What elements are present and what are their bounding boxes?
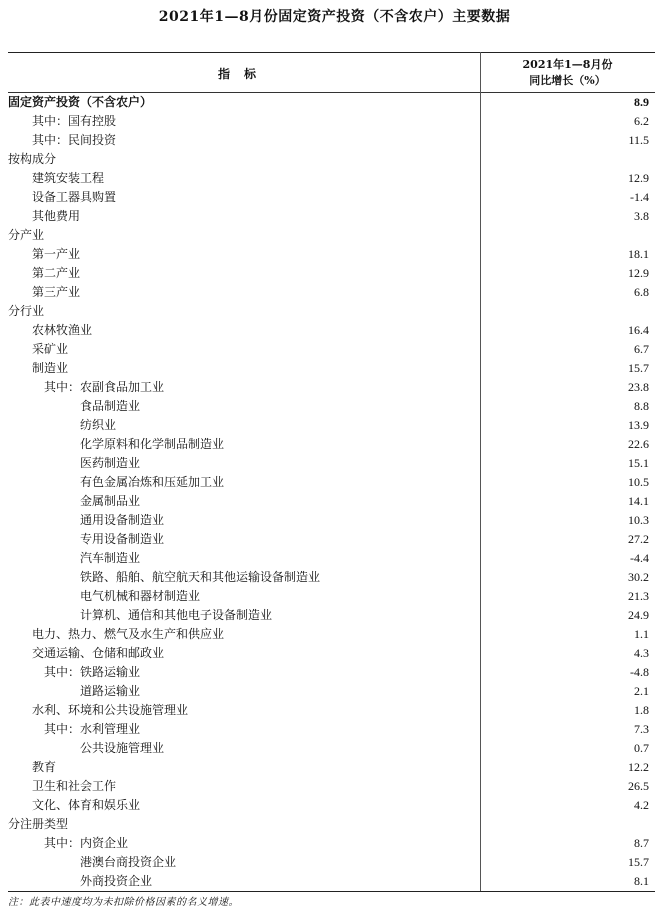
row-label: 农副食品加工业 bbox=[80, 380, 165, 394]
table-row bbox=[8, 701, 655, 720]
page-title: 2021年1—8月份固定资产投资（不含农户）主要数据 bbox=[158, 9, 511, 25]
row-prefix: 其中： bbox=[32, 114, 69, 128]
row-label: 电力、热力、燃气及水生产和供应业 bbox=[32, 627, 225, 641]
row-prefix: 其中： bbox=[32, 133, 69, 147]
row-value: 1.1 bbox=[634, 627, 649, 641]
row-value: 10.3 bbox=[628, 513, 649, 527]
row-value: 4.2 bbox=[634, 798, 649, 812]
row-value: 6.8 bbox=[634, 285, 649, 299]
data-table-body bbox=[8, 93, 655, 891]
row-label: 按构成分 bbox=[8, 152, 57, 166]
table-row bbox=[8, 226, 655, 245]
row-label: 通用设备制造业 bbox=[80, 513, 165, 527]
table-row bbox=[8, 853, 655, 872]
row-label: 外商投资企业 bbox=[80, 874, 153, 888]
row-value: 26.5 bbox=[628, 779, 649, 793]
row-label: 分注册类型 bbox=[8, 817, 69, 831]
table-row bbox=[8, 302, 655, 321]
row-label: 金属制品业 bbox=[80, 494, 141, 508]
table-row bbox=[8, 378, 655, 397]
row-label: 第三产业 bbox=[32, 285, 81, 299]
table-row bbox=[8, 359, 655, 378]
row-label: 道路运输业 bbox=[80, 684, 141, 698]
table-row bbox=[8, 815, 655, 834]
table-row bbox=[8, 112, 655, 131]
row-label: 铁路、船舶、航空航天和其他运输设备制造业 bbox=[80, 570, 321, 584]
row-value: 8.7 bbox=[634, 836, 649, 850]
row-value: 23.8 bbox=[628, 380, 649, 394]
row-label: 汽车制造业 bbox=[80, 551, 141, 565]
row-label: 铁路运输业 bbox=[80, 665, 141, 679]
table-row bbox=[8, 758, 655, 777]
row-value: 12.9 bbox=[628, 266, 649, 280]
row-label: 水利管理业 bbox=[80, 722, 141, 736]
row-label: 专用设备制造业 bbox=[80, 532, 165, 546]
table-row bbox=[8, 207, 655, 226]
table-top-border bbox=[8, 52, 655, 53]
table-row bbox=[8, 682, 655, 701]
row-label: 计算机、通信和其他电子设备制造业 bbox=[80, 608, 273, 622]
row-value: -4.4 bbox=[630, 551, 649, 565]
row-label: 分行业 bbox=[8, 304, 45, 318]
table-row bbox=[8, 416, 655, 435]
table-row bbox=[8, 872, 655, 891]
row-label: 民间投资 bbox=[68, 133, 117, 147]
row-value: 24.9 bbox=[628, 608, 649, 622]
row-value: 8.1 bbox=[634, 874, 649, 888]
row-value: 27.2 bbox=[628, 532, 649, 546]
row-label: 固定资产投资（不含农户） bbox=[8, 95, 153, 109]
row-value: 8.8 bbox=[634, 399, 649, 413]
row-label: 卫生和社会工作 bbox=[32, 779, 117, 793]
row-value: 8.9 bbox=[634, 95, 649, 109]
row-label: 公共设施管理业 bbox=[80, 741, 165, 755]
row-value: -4.8 bbox=[630, 665, 649, 679]
row-prefix: 其中： bbox=[44, 722, 81, 736]
table-row bbox=[8, 473, 655, 492]
table-row bbox=[8, 739, 655, 758]
table-row bbox=[8, 796, 655, 815]
table-row bbox=[8, 644, 655, 663]
row-value: 6.2 bbox=[634, 114, 649, 128]
table-row bbox=[8, 321, 655, 340]
row-label: 采矿业 bbox=[32, 342, 69, 356]
row-value: 6.7 bbox=[634, 342, 649, 356]
table-row bbox=[8, 625, 655, 644]
row-label: 教育 bbox=[32, 760, 57, 774]
table-row bbox=[8, 834, 655, 853]
row-value: 12.9 bbox=[628, 171, 649, 185]
table-row bbox=[8, 568, 655, 587]
row-label: 医药制造业 bbox=[80, 456, 141, 470]
row-label: 第二产业 bbox=[32, 266, 81, 280]
row-value: -1.4 bbox=[630, 190, 649, 204]
row-value: 18.1 bbox=[628, 247, 649, 261]
table-row bbox=[8, 264, 655, 283]
row-value: 10.5 bbox=[628, 475, 649, 489]
row-value: 30.2 bbox=[628, 570, 649, 584]
row-value: 3.8 bbox=[634, 209, 649, 223]
row-label: 建筑安装工程 bbox=[32, 171, 105, 185]
growth-column-header-line2: 同比增长（%） bbox=[529, 74, 606, 87]
footnote: 注：此表中速度均为未扣除价格因素的名义增速。 bbox=[8, 897, 239, 908]
table-row bbox=[8, 188, 655, 207]
indicator-column-header: 指标 bbox=[217, 66, 270, 81]
row-value: 14.1 bbox=[628, 494, 649, 508]
row-label: 水利、环境和公共设施管理业 bbox=[32, 703, 189, 717]
row-value: 12.2 bbox=[628, 760, 649, 774]
row-label: 农林牧渔业 bbox=[32, 323, 93, 337]
table-row bbox=[8, 606, 655, 625]
row-label: 交通运输、仓储和邮政业 bbox=[32, 646, 165, 660]
row-label: 化学原料和化学制品制造业 bbox=[80, 437, 225, 451]
row-prefix: 其中： bbox=[44, 665, 81, 679]
table-row bbox=[8, 454, 655, 473]
row-value: 11.5 bbox=[628, 133, 649, 147]
row-value: 16.4 bbox=[628, 323, 649, 337]
table-row bbox=[8, 549, 655, 568]
table-row bbox=[8, 777, 655, 796]
table-row bbox=[8, 435, 655, 454]
row-value: 15.7 bbox=[628, 855, 649, 869]
growth-column-header bbox=[480, 54, 655, 92]
row-value: 1.8 bbox=[634, 703, 649, 717]
row-label: 其他费用 bbox=[32, 209, 81, 223]
row-prefix: 其中： bbox=[44, 836, 81, 850]
row-value: 2.1 bbox=[634, 684, 649, 698]
growth-column-header-line1: 2021年1—8月份 bbox=[522, 58, 613, 71]
row-label: 文化、体育和娱乐业 bbox=[32, 798, 141, 812]
table-row bbox=[8, 93, 655, 112]
row-value: 4.3 bbox=[634, 646, 649, 660]
row-label: 国有控股 bbox=[68, 114, 117, 128]
row-value: 13.9 bbox=[628, 418, 649, 432]
row-value: 22.6 bbox=[628, 437, 649, 451]
row-prefix: 其中： bbox=[44, 380, 81, 394]
row-label: 制造业 bbox=[32, 361, 69, 375]
row-label: 纺织业 bbox=[80, 418, 117, 432]
table-row bbox=[8, 397, 655, 416]
table-row bbox=[8, 511, 655, 530]
table-row bbox=[8, 530, 655, 549]
row-label: 内资企业 bbox=[80, 836, 129, 850]
table-row bbox=[8, 492, 655, 511]
table-header bbox=[8, 54, 655, 92]
table-bottom-border bbox=[8, 891, 655, 892]
table-row bbox=[8, 340, 655, 359]
table-row bbox=[8, 283, 655, 302]
table-row bbox=[8, 663, 655, 682]
row-label: 港澳台商投资企业 bbox=[80, 855, 177, 869]
row-value: 7.3 bbox=[634, 722, 649, 736]
row-value: 0.7 bbox=[634, 741, 649, 755]
table-row bbox=[8, 150, 655, 169]
table-row bbox=[8, 169, 655, 188]
row-label: 设备工器具购置 bbox=[32, 190, 117, 204]
table-row bbox=[8, 720, 655, 739]
table-row bbox=[8, 245, 655, 264]
table-row bbox=[8, 587, 655, 606]
row-label: 分产业 bbox=[8, 228, 45, 242]
row-value: 21.3 bbox=[628, 589, 649, 603]
table-row bbox=[8, 131, 655, 150]
row-value: 15.7 bbox=[628, 361, 649, 375]
row-value: 15.1 bbox=[628, 456, 649, 470]
row-label: 有色金属冶炼和压延加工业 bbox=[80, 475, 225, 489]
row-label: 食品制造业 bbox=[80, 399, 141, 413]
row-label: 第一产业 bbox=[32, 247, 81, 261]
row-label: 电气机械和器材制造业 bbox=[80, 589, 201, 603]
